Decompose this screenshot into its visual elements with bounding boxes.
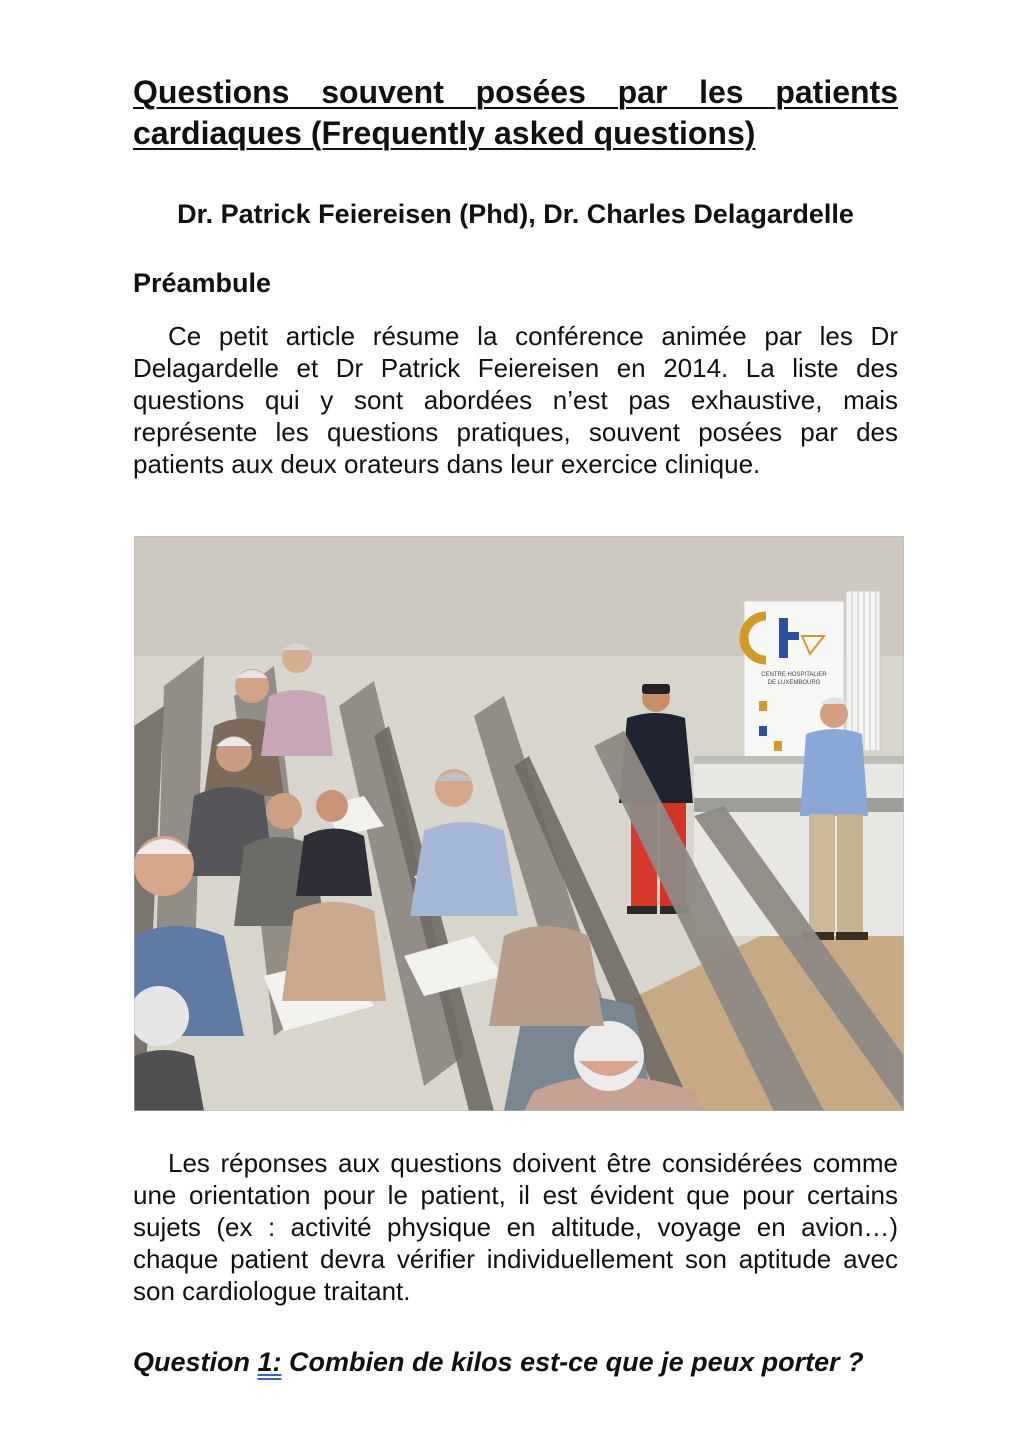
- document-authors: Dr. Patrick Feiereisen (Phd), Dr. Charles Delagardelle: [177, 199, 854, 229]
- banner-line-1: CENTRE HOSPITALIER: [761, 672, 827, 678]
- question-1-prefix: Question: [133, 1347, 258, 1377]
- question-1-text: Combien de kilos est-ce que je peux porter ?: [281, 1347, 864, 1377]
- document-page: [133, 72, 898, 1379]
- question-1: [133, 1345, 898, 1379]
- preamble-heading: Préambule: [133, 268, 272, 298]
- question-1-number: 1:: [257, 1347, 282, 1377]
- document-title: Questions souvent posées par les patients cardiaques (Frequently asked questions): [133, 74, 898, 151]
- answers-paragraph: Les réponses aux questions doivent être considérées comme une orientation pour le patient, il est évident que pour certains sujets (ex : activité physique en altitude, voyage en avion…) chaque patient devra vérifier individuellement son aptitude avec son cardiologue traitant.: [133, 1148, 898, 1306]
- conference-photo: [134, 536, 904, 1111]
- speaker-right: [800, 697, 868, 940]
- preamble-paragraph: Ce petit article résume la conférence animée par les Dr Delagardelle et Dr Patrick Feiereisen en 2014. La liste des questions qui y sont abordées n’est pas exhaustive, mais représente les questions pratiques, souvent posées par des patients aux deux orateurs dans leur exercice clinique.: [133, 321, 898, 479]
- banner-line-2: DE LUXEMBOURG: [767, 680, 821, 686]
